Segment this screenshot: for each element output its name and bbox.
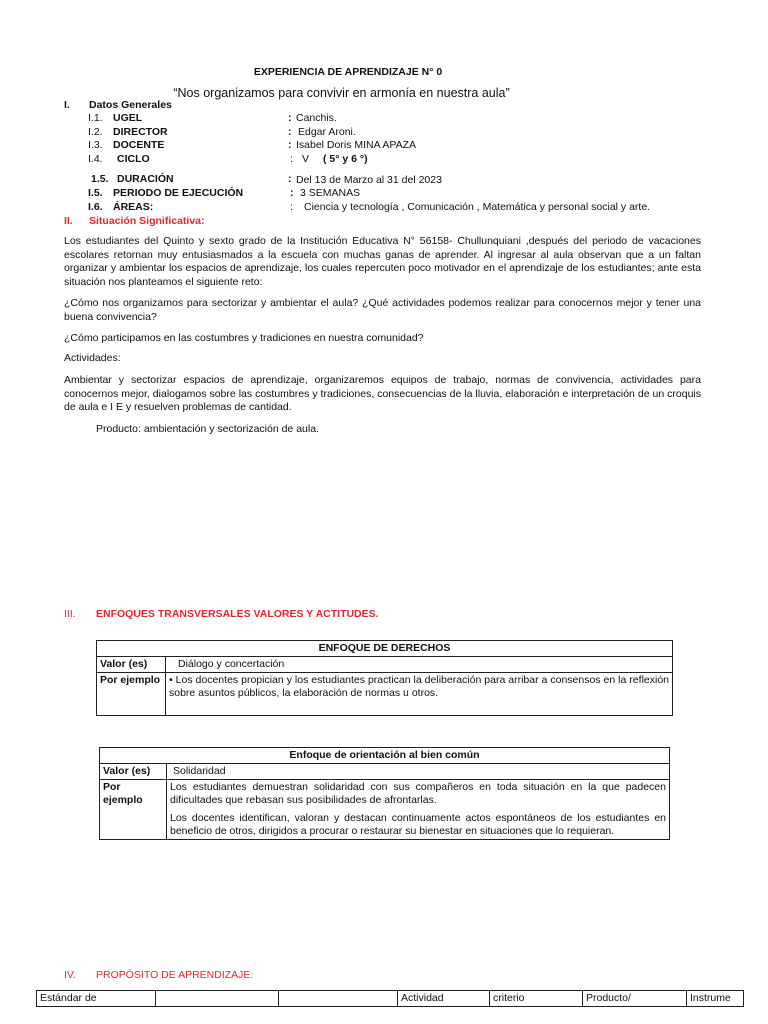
document-title: EXPERIENCIA DE APRENDIZAJE N° 0 [253, 66, 443, 78]
section-4-heading: PROPÓSITO DE APRENDIZAJE: [96, 969, 254, 981]
row-value-detail: ( 5° y 6 °) [323, 153, 368, 165]
value-cell: Solidaridad [167, 764, 670, 780]
column-header: Producto/ [583, 991, 687, 1007]
section-1-number: I. [64, 99, 70, 111]
value-cell: Diálogo y concertación [166, 657, 673, 673]
section-1-heading: Datos Generales [89, 99, 172, 111]
section-2-heading: Situación Significativa: [89, 215, 205, 227]
row-colon: : [288, 112, 292, 124]
row-number: I.5. [88, 187, 103, 199]
situation-paragraph: Los estudiantes del Quinto y sexto grado de la Institución Educativa N° 56158- Chullunquiani ,después del periodo de vacaciones escolares retornan muy entusiasmados a la escuela con muchas ganas de aprender. Al ingresar al aula observan que a un faltan organizar y ambientar los espacios de aprendizaje, los cuales repercuten poco motivador en el aprendizaje de los estudiantes; ante esta situación nos planteamos el siguiente reto: [64, 235, 701, 288]
row-colon: : [290, 153, 293, 165]
table-header: ENFOQUE DE DERECHOS [97, 641, 673, 657]
row-number: 1.5. [91, 173, 109, 185]
row-colon: : [288, 173, 292, 185]
row-value: V [302, 153, 310, 165]
column-header [156, 991, 279, 1007]
example-paragraph-2: Los docentes identifican, valoran y destacan continuamente actos espontáneos de los estudiantes en beneficio de otros, dirigidos a procurar o restaurar su bienestar en situaciones que lo requieran. [170, 812, 666, 837]
row-label: DOCENTE [113, 139, 165, 151]
row-label: UGEL [113, 112, 143, 124]
document-subtitle: “Nos organizamos para convivir en armonía en nuestra aula” [173, 86, 510, 100]
row-value: Ciencia y tecnología , Comunicación , Matemática y personal social y arte. [304, 201, 651, 213]
value-label: Valor (es) [97, 657, 166, 673]
common-good-approach-table [99, 747, 670, 840]
example-cell: • Los docentes propician y los estudiantes practican la deliberación para arribar a consensos en la reflexión sobre asuntos públicos, la elaboración de normas u otros. [166, 673, 673, 716]
purpose-table [36, 990, 744, 1007]
challenge-questions: ¿Cómo nos organizamos para sectorizar y ambientar el aula? ¿Qué actividades podemos realizar para conocernos mejor y tener una buena convivencia? [64, 297, 701, 323]
column-header: Instrume [687, 991, 744, 1007]
section-3-heading: ENFOQUES TRANSVERSALES VALORES Y ACTITUDES. [96, 608, 379, 620]
example-label: Por ejemplo [97, 673, 166, 716]
row-value: Canchis. [296, 112, 337, 124]
row-value: Del 13 de Marzo al 31 del 2023 [296, 174, 442, 186]
row-number: I.4. [88, 153, 103, 165]
rights-approach-table [96, 640, 673, 716]
row-colon: : [288, 126, 292, 138]
row-colon: : [288, 139, 292, 151]
column-header: Actividad [398, 991, 490, 1007]
row-number: I.2. [88, 126, 103, 138]
example-paragraph-1: Los estudiantes demuestran solidaridad con sus compañeros en toda situación en la que padecen dificultades que rebasan sus posibilidades de afrontarlas. [170, 781, 666, 806]
row-label: DIRECTOR [113, 126, 168, 138]
example-cell [167, 780, 670, 840]
row-number: I.3. [88, 139, 103, 151]
row-number: I.1. [88, 112, 103, 124]
row-label: PERIODO DE EJECUCIÓN [113, 187, 244, 199]
row-value: Edgar Aroni. [298, 126, 356, 138]
example-label: Por ejemplo [100, 780, 167, 840]
section-4-number: IV. [64, 969, 76, 981]
section-2-number: II. [64, 215, 73, 227]
row-colon: : [290, 201, 293, 213]
section-3-number: III. [64, 608, 76, 620]
row-label: CICLO [117, 153, 150, 165]
row-value: Isabel Doris MINA APAZA [296, 139, 417, 151]
activities-label: Actividades: [64, 352, 121, 364]
table-header: Enfoque de orientación al bien común [100, 748, 670, 764]
product-line: Producto: ambientación y sectorización de aula. [96, 423, 319, 435]
column-header [279, 991, 398, 1007]
value-label: Valor (es) [100, 764, 167, 780]
column-header: Estándar de [37, 991, 156, 1007]
row-colon: : [290, 187, 294, 199]
column-header: criterio [490, 991, 583, 1007]
row-label: ÁREAS: [113, 201, 154, 213]
row-value: 3 SEMANAS [300, 187, 361, 199]
row-label: DURACIÓN [117, 173, 174, 185]
row-number: I.6. [88, 201, 103, 213]
activities-paragraph: Ambientar y sectorizar espacios de aprendizaje, organizaremos equipos de trabajo, normas de convivencia, actividades para conocernos mejor, dialogamos sobre las costumbres y tradiciones, consecuencias de la lluvia, elaboración e interpretación de un croquis de aula e I E y resuelven problemas de cantidad. [64, 374, 701, 414]
community-question: ¿Cómo participamos en las costumbres y tradiciones en nuestra comunidad? [64, 332, 424, 344]
